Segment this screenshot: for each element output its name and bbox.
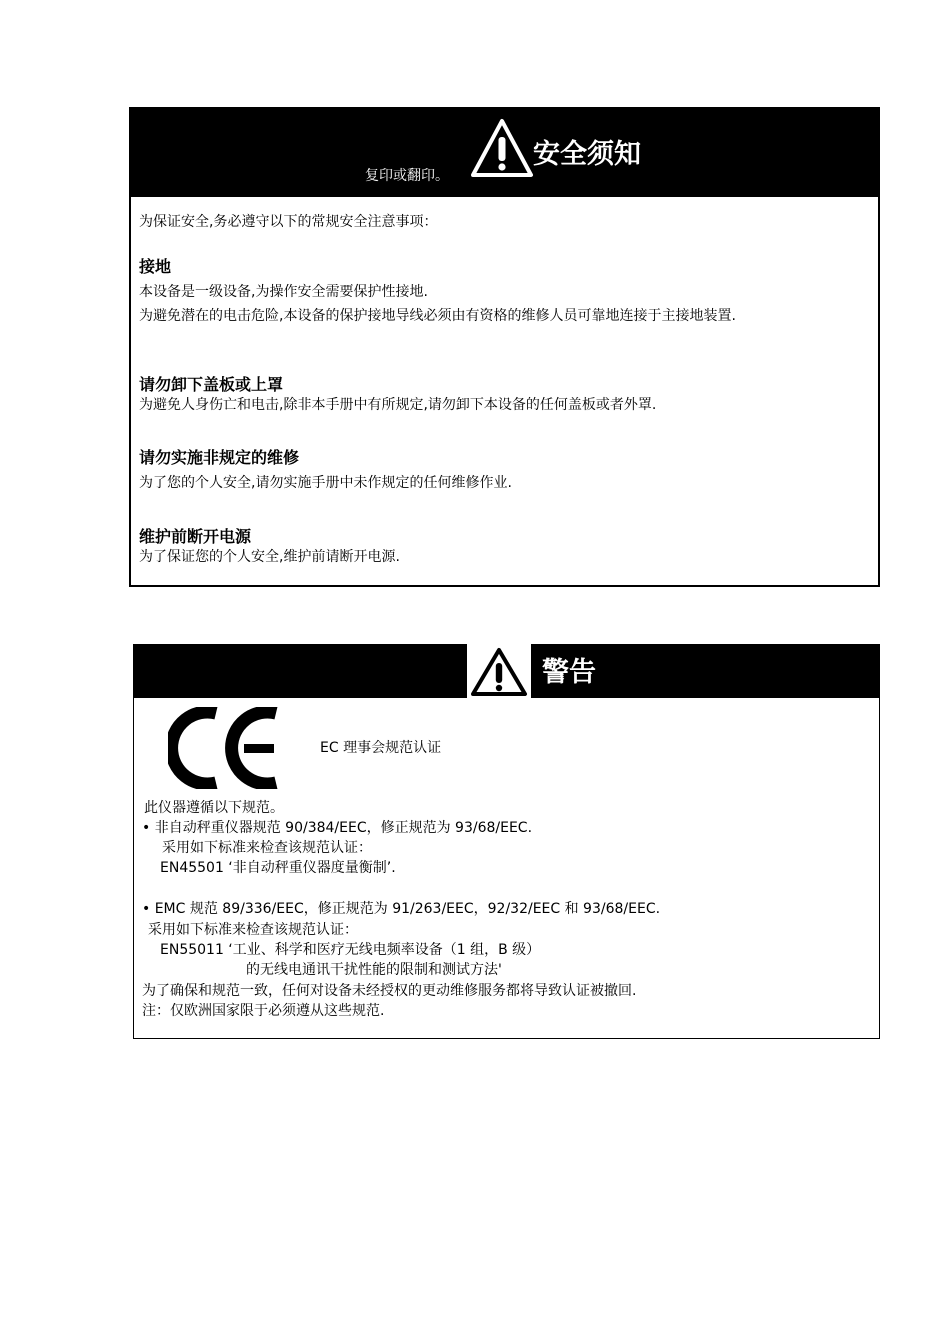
warning-panel [133, 644, 880, 1039]
covers-text: 为避免人身伤亡和电击,除非本手册中有所规定,请勿卸下本设备的任何盖板或者外罩. [139, 397, 657, 413]
safety-notice-panel [129, 107, 880, 587]
power-text: 为了保证您的个人安全,维护前请断开电源. [139, 549, 400, 565]
warning-triangle-icon [469, 117, 535, 179]
section-heading-covers: 请勿卸下盖板或上罩 [139, 375, 284, 394]
compliance-intro: 此仪器遵循以下规范。 [144, 800, 284, 816]
grounding-text: 本设备是一级设备,为操作安全需要保护性接地. [139, 284, 428, 300]
certification-note: 为了确保和规范一致，任何对设备未经授权的更动维修服务都将导致认证被撤回. [142, 983, 637, 999]
standard-en45501: EN45501 ‘非自动秤重仪器度量衡制’. [160, 860, 396, 876]
directive-nawi: • 非自动秤重仪器规范 90/384/EEC，修正规范为 93/68/EEC. [142, 820, 533, 836]
section-heading-maintenance: 请勿实施非规定的维修 [139, 448, 300, 467]
standard-check-note-2: 采用如下标准来检查该规范认证： [148, 922, 358, 938]
ce-mark-logo [168, 707, 280, 789]
banner-note: 复印或翻印。 [365, 168, 449, 184]
ce-caption: EC 理事会规范认证 [320, 740, 442, 756]
standard-en55011-cont: 的无线电通讯干扰性能的限制和测试方法' [246, 962, 502, 978]
directive-emc: • EMC 规范 89/336/EEC，修正规范为 91/263/EEC，92/32/EEC 和 93/68/EEC. [142, 901, 661, 917]
warning-banner [134, 645, 879, 698]
standard-en55011: EN55011 ‘工业、科学和医疗无线电频率设备（1 组，B 级） [160, 942, 541, 958]
section-heading-grounding: 接地 [139, 257, 172, 276]
safety-title: 安全须知 [533, 139, 641, 170]
maintenance-text: 为了您的个人安全,请勿实施手册中未作规定的任何维修作业. [139, 475, 512, 491]
europe-note: 注：仅欧洲国家限于必须遵从这些规范. [142, 1003, 385, 1019]
warning-title: 警告 [542, 657, 596, 688]
section-heading-power: 维护前断开电源 [139, 527, 252, 546]
standard-check-note: 采用如下标准来检查该规范认证： [162, 840, 372, 856]
warning-triangle-icon [467, 644, 531, 702]
grounding-text-2: 为避免潜在的电击危险,本设备的保护接地导线必须由有资格的维修人员可靠地连接于主接地装置. [139, 308, 736, 324]
safety-banner [131, 109, 878, 197]
safety-intro: 为保证安全,务必遵守以下的常规安全注意事项： [139, 214, 438, 230]
